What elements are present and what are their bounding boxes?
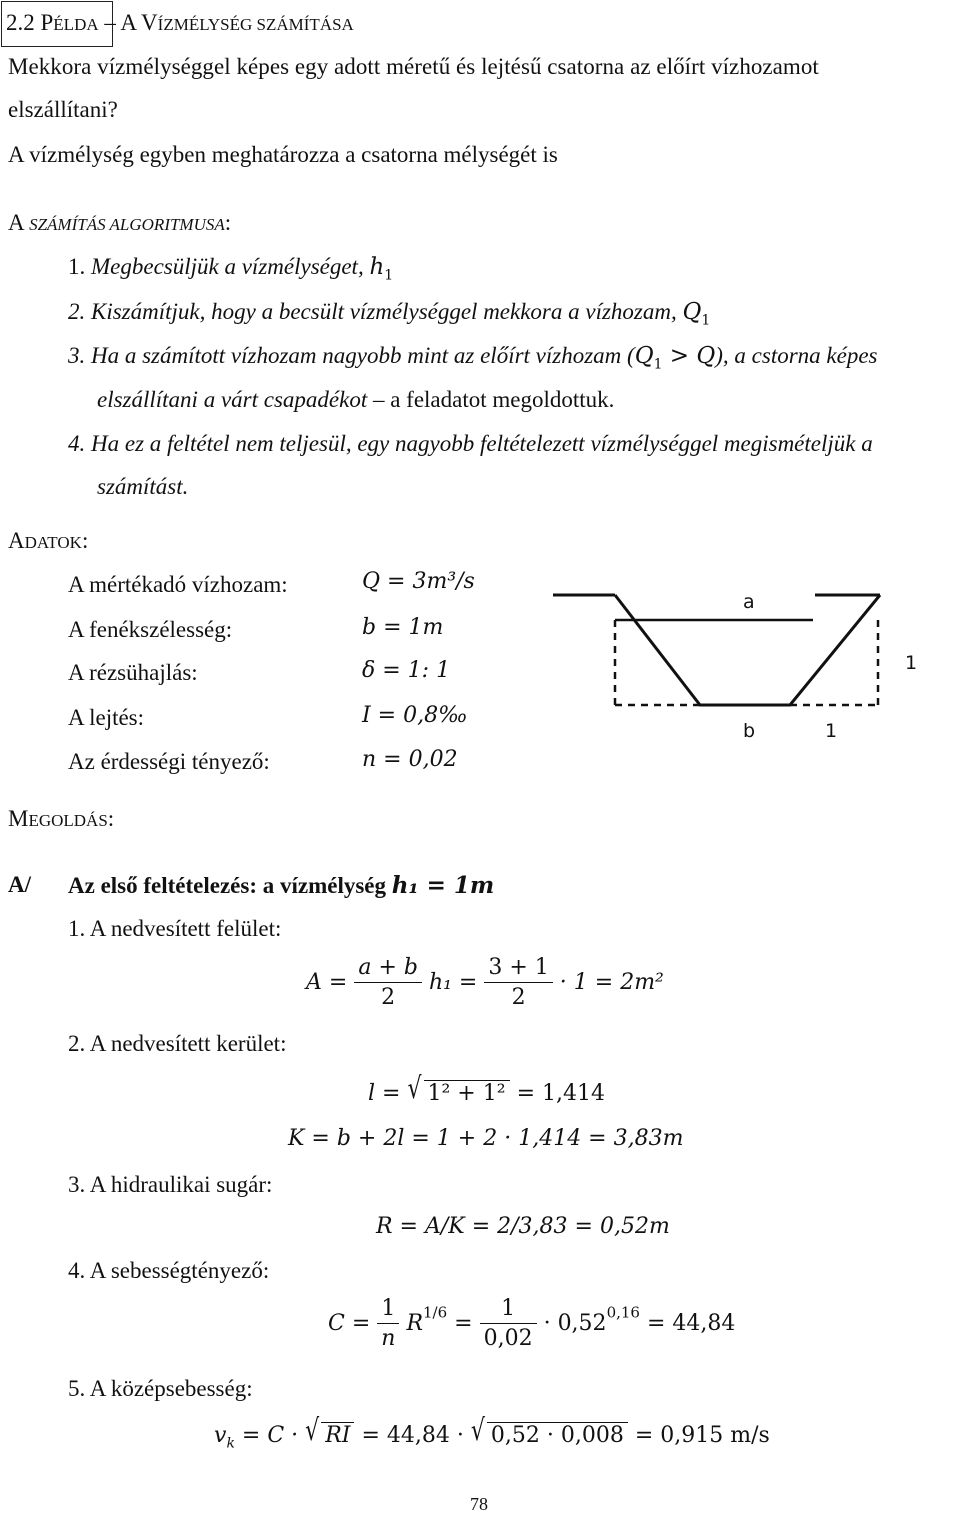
equation-perimeter: K = b + 2l = 1 + 2 · 1,414 = 3,83m — [288, 1126, 684, 1151]
intro-line-2: elszállítani? — [8, 97, 118, 122]
data-label-flow: A mértékadó vízhozam: — [68, 572, 288, 597]
equation-velocity-coefficient: C = $\frac{1}{n}$ $R^{1/6}$ = $\frac{1}{0,02}$ · $0,52^{0,16} = 44,84$ — [328, 1296, 736, 1351]
diagram-label-b: b — [743, 720, 756, 740]
data-label-slope-side: A rézsühajlás: — [68, 660, 198, 685]
part-label: A/ — [8, 872, 31, 897]
diagram-label-1-bottom: 1 — [825, 720, 838, 740]
section-number: 2.2 — [6, 10, 35, 35]
data-label-width: A fenékszélesség: — [68, 617, 233, 642]
diagram-label-a: a — [743, 591, 755, 613]
equation-side-length: l = √ 1² + 1² = 1,414 — [368, 1072, 605, 1106]
data-formula-width: b = 1m — [362, 615, 444, 640]
data-formula-gradient: I = 0,8‰ — [362, 703, 468, 728]
data-formula-roughness: n = 0,02 — [362, 747, 458, 772]
page-number: 78 — [470, 1494, 488, 1514]
algorithm-step-2: 2. Kiszámítjuk, hogy a becsült vízmélységgel mekkora a vízhozam, $Q_1$ — [68, 299, 711, 329]
step-wetted-perimeter: 2. A nedvesített kerület: — [68, 1031, 287, 1056]
algorithm-step-4-cont: számítást. — [97, 474, 189, 499]
intro-line-1: Mekkora vízmélységgel képes egy adott méretű és lejtésű csatorna az előírt vízhozamot — [8, 54, 819, 79]
section-heading: 2.2 PÉLDA – A VÍZMÉLYSÉG SZÁMÍTÁSA — [6, 10, 354, 35]
data-formula-flow: Q = 3m³/s — [362, 569, 475, 594]
data-formula-slope-side: δ = 1: 1 — [362, 658, 451, 683]
step-wetted-area: 1. A nedvesített felület: — [68, 916, 282, 941]
equation-area: A = $\frac{a + b}{2}$ h₁ = $\frac{3 + 1}{2}$ · 1 = 2m² — [306, 955, 664, 1010]
intro-line-3: A vízmélység egyben meghatározza a csatorna mélységét is — [8, 142, 558, 167]
data-label-roughness: Az érdességi tényező: — [68, 749, 270, 774]
algorithm-step-3-cont: elszállítani a várt csapadékot – a feladatot megoldottuk. — [97, 387, 615, 412]
data-heading: ADATOK: — [8, 528, 89, 553]
algorithm-step-1: 1. Megbecsüljük a vízmélységet, $h_1$ — [68, 254, 394, 284]
part-title: Az első feltételezés: a vízmélység h₁ = 1m — [68, 872, 495, 899]
data-label-gradient: A lejtés: — [68, 705, 145, 730]
algorithm-step-4: 4. Ha ez a feltétel nem teljesül, egy nagyobb feltételezett vízmélységgel megismételjük a — [68, 431, 873, 456]
step-mean-velocity: 5. A középsebesség: — [68, 1376, 253, 1401]
channel-cross-section-diagram — [545, 580, 945, 740]
algorithm-heading: A SZÁMÍTÁS ALGORITMUSA: — [8, 210, 232, 235]
step-velocity-coefficient: 4. A sebességtényező: — [68, 1258, 270, 1283]
equation-mean-velocity: $v_k = C$ · √ RI = 44,84 · √ 0,52 · 0,008 = 0,915 m/s — [214, 1414, 770, 1452]
step-hydraulic-radius: 3. A hidraulikai sugár: — [68, 1172, 273, 1197]
solution-heading: MEGOLDÁS: — [8, 806, 115, 831]
equation-hydraulic-radius: R = A/K = 2/3,83 = 0,52m — [376, 1214, 670, 1239]
algorithm-step-3: 3. Ha a számított vízhozam nagyobb mint az előírt vízhozam $(Q_1 > Q)$, a cstorna képes — [68, 343, 878, 373]
diagram-label-1-right: 1 — [905, 652, 918, 674]
